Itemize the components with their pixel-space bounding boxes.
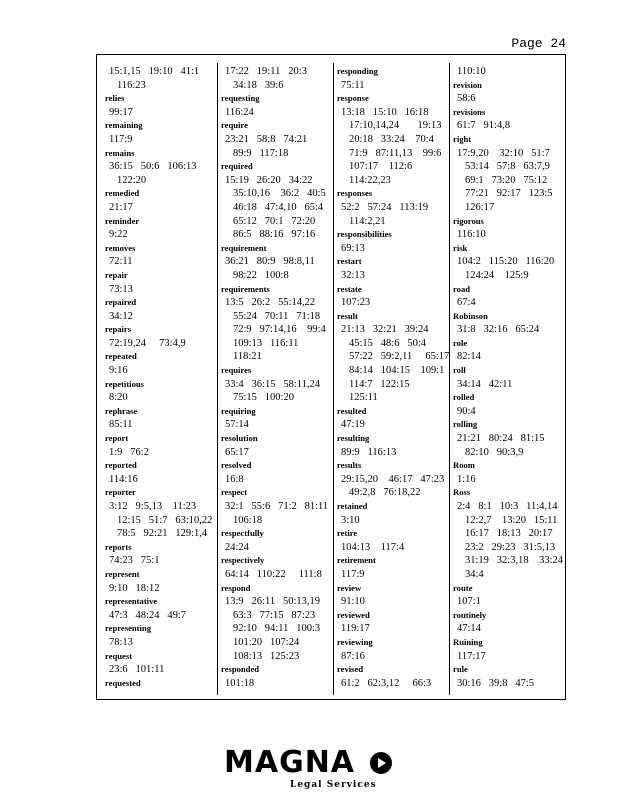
- page-line-reference: 15:1,15 19:10 41:1: [109, 66, 200, 77]
- index-headword: report: [105, 433, 129, 444]
- page-line-reference: 75:11: [341, 79, 365, 91]
- page-line-reference: 1:9 76:2: [109, 446, 149, 458]
- index-headword: reported: [105, 460, 137, 471]
- page-line-reference: 89:9 117:18: [233, 147, 289, 159]
- index-entry: [453, 310, 565, 337]
- page-line-reference: 75:15 100:20: [233, 392, 294, 404]
- page-line-reference: 2:4 8:1 10:3 11:4,14: [457, 501, 558, 512]
- index-entry: [221, 364, 333, 405]
- index-headword: resolved: [221, 460, 252, 471]
- page-line-reference: 85:11: [109, 419, 133, 431]
- page-line-reference: 3:12 9:5,13 11:23: [109, 501, 197, 512]
- page-line-reference: 92:10 94:11 100:3: [233, 623, 321, 635]
- page-line-reference: 122:20: [117, 174, 147, 186]
- page-line-reference: 74:23 75:1: [109, 555, 160, 567]
- index-entry: [337, 310, 449, 405]
- index-entry: [453, 582, 565, 609]
- page-line-reference: 82:10 90:3,9: [465, 446, 524, 458]
- page-line-reference: 20:18 33:24 70:4: [349, 133, 434, 145]
- page-line-reference: 101:20 107:24: [233, 636, 300, 648]
- index-headword: reviewing: [337, 636, 373, 647]
- index-headword: restart: [337, 256, 362, 267]
- page-line-reference: 114:7 122:15: [349, 378, 410, 390]
- page-line-reference: 17:22 19:11 20:3: [225, 66, 307, 77]
- index-headword: respectively: [221, 555, 265, 566]
- index-entry: [221, 283, 333, 365]
- index-headword: repair: [105, 269, 128, 280]
- index-entry: [105, 677, 217, 691]
- page-line-reference: 13:9 26:11 50:13,19: [225, 596, 320, 608]
- index-headword: retire: [337, 528, 358, 539]
- page-line-reference: 114:2,21: [349, 215, 386, 227]
- page-line-reference: 21:21 80:24 81:15: [457, 433, 545, 445]
- page-line-reference: 78:13: [109, 636, 133, 648]
- index-entry: [337, 582, 449, 609]
- index-entry: [105, 378, 217, 405]
- page-line-reference: 109:13 116:11: [233, 337, 299, 349]
- index-headword: rule: [453, 664, 468, 675]
- index-headword: routinely: [453, 609, 487, 620]
- page-line-reference: 78:5 92:21 129:1,4: [117, 528, 208, 540]
- index-headword: repeated: [105, 351, 137, 362]
- index-headword: reminder: [105, 215, 140, 226]
- index-entry: [221, 119, 333, 160]
- page-line-reference: 15:19 26:20 34:22: [225, 174, 313, 186]
- page-line-reference: 23:6 101:11: [109, 664, 165, 676]
- index-entry: [337, 228, 449, 255]
- page-line-reference: 117:17: [457, 650, 486, 662]
- page-line-reference: 17:9,20 32:10 51:7: [457, 147, 550, 159]
- page-line-reference: 71:9 87:11,13 99:6: [349, 147, 442, 159]
- page-line-reference: 72:11: [109, 256, 133, 268]
- page-line-reference: 31:19 32:3,18 33:24: [465, 555, 564, 567]
- page-line-reference: 118:21: [233, 351, 262, 363]
- index-entry: [105, 215, 217, 242]
- page-line-reference: 8:20: [109, 392, 128, 404]
- index-headword: resulting: [337, 433, 370, 444]
- index-entry: [453, 133, 565, 215]
- page-line-reference: 116:24: [225, 106, 254, 118]
- index-headword: roll: [453, 365, 466, 376]
- index-entry: [337, 432, 449, 459]
- page-line-reference: 119:17: [341, 623, 370, 635]
- index-entry: [105, 147, 217, 188]
- index-entry: [337, 405, 449, 432]
- page-line-reference: 125:11: [349, 392, 378, 404]
- index-entry: [453, 391, 565, 418]
- index-entry: [337, 554, 449, 581]
- index-entry: [453, 337, 565, 364]
- index-headword: representing: [105, 623, 151, 634]
- page-line-reference: 55:24 70:11 71:18: [233, 310, 321, 322]
- index-headword: resulted: [337, 405, 367, 416]
- page-line-reference: 77:21 92:17 123:5: [465, 188, 553, 200]
- page-line-reference: 69:13: [341, 242, 365, 254]
- page-line-reference: 65:17: [225, 446, 249, 458]
- index-entry: [105, 486, 217, 540]
- page-line-reference: 116:23: [117, 79, 146, 91]
- index-entry: [453, 418, 565, 459]
- index-headword: represent: [105, 568, 140, 579]
- page-line-reference: 72:19,24 73:4,9: [109, 337, 186, 349]
- index-headword: respectfully: [221, 528, 264, 539]
- index-headword: role: [453, 337, 468, 348]
- index-headword: route: [453, 582, 473, 593]
- page-line-reference: 101:18: [225, 677, 255, 689]
- index-headword: retirement: [337, 555, 376, 566]
- page-line-reference: 16:17 18:13 20:17: [465, 528, 553, 540]
- page-line-reference: 33:4 36:15 58:11,24: [225, 378, 320, 390]
- page-line-reference: 21:17: [109, 201, 133, 213]
- index-entry: [105, 650, 217, 677]
- page-line-reference: 29:15,20 46:17 47:23: [341, 473, 445, 485]
- page-line-reference: 46:18 47:4,10 65:4: [233, 201, 324, 213]
- page-line-reference: 104:2 115:20 116:20: [457, 256, 555, 268]
- index-entry: [105, 595, 217, 622]
- index-headword: Robinson: [453, 310, 488, 321]
- magna-logo: [224, 746, 396, 794]
- index-entry: [105, 92, 217, 119]
- page-line-reference: 30:16 39:8 47:5: [457, 677, 535, 689]
- index-entry: [221, 554, 333, 581]
- page-line-reference: 36:15 50:6 106:13: [109, 161, 197, 173]
- page-line-reference: 65:12 70:1 72:20: [233, 215, 316, 227]
- page-line-reference: 52:2 57:24 113:19: [341, 201, 429, 213]
- index-headword: right: [453, 133, 472, 144]
- page-line-reference: 9:22: [109, 229, 128, 241]
- page-line-reference: 124:24 125:9: [465, 269, 529, 281]
- index-headword: rigorous: [453, 215, 484, 226]
- index-headword: requested: [105, 677, 141, 688]
- page-line-reference: 107:1: [457, 596, 481, 608]
- page-line-reference: 35:10,16 36:2 40:5: [233, 188, 326, 200]
- column-divider: [449, 63, 450, 695]
- index-headword: reviewed: [337, 609, 370, 620]
- page-line-reference: 61:2 62:3,12 66:3: [341, 677, 432, 689]
- index-headword: responded: [221, 664, 260, 675]
- page-line-reference: 36:21 80:9 98:8,11: [225, 256, 315, 268]
- page-line-reference: 73:13: [109, 283, 133, 295]
- index-frame: [96, 54, 566, 700]
- index-entry: [337, 459, 449, 500]
- page-line-reference: 69:1 73:20 75:12: [465, 174, 548, 186]
- index-entry: [221, 663, 333, 690]
- page-line-reference: 13:5 26:2 55:14,22: [225, 297, 316, 309]
- page-line-reference: 117:9: [341, 568, 365, 580]
- page-line-reference: 108:13 125:23: [233, 650, 300, 662]
- index-entry: [221, 242, 333, 283]
- index-entry: [105, 323, 217, 350]
- index-entry: [105, 242, 217, 269]
- index-entry: [105, 65, 217, 92]
- index-headword: remedied: [105, 188, 140, 199]
- page-line-reference: 99:17: [109, 106, 133, 118]
- index-headword: responsibilities: [337, 229, 392, 240]
- index-entry: [105, 187, 217, 214]
- page-line-reference: 84:14 104:15 109:1: [349, 365, 445, 377]
- page-line-reference: 57:14: [225, 419, 249, 431]
- index-column-2: [221, 65, 333, 690]
- index-entry: [337, 527, 449, 554]
- index-entry: [337, 663, 449, 690]
- page-line-reference: 21:13 32:21 39:24: [341, 324, 429, 336]
- index-entry: [337, 92, 449, 187]
- page-line-reference: 126:17: [465, 201, 495, 213]
- page-line-reference: 23:2 29:23 31:5,13: [465, 541, 556, 553]
- index-entry: [105, 432, 217, 459]
- index-headword: risk: [453, 242, 468, 253]
- page-line-reference: 57:22 59:2,11 65:17: [349, 351, 450, 363]
- page-line-reference: 64:14 110:22 111:8: [225, 568, 322, 580]
- index-entry: [221, 432, 333, 459]
- index-entry: [337, 636, 449, 663]
- page-line-reference: 45:15 48:6 50:4: [349, 337, 427, 349]
- index-headword: road: [453, 283, 471, 294]
- index-headword: result: [337, 310, 358, 321]
- page-line-reference: 9:16: [109, 365, 128, 377]
- page-line-reference: 61:7 91:4,8: [457, 120, 511, 132]
- index-headword: requesting: [221, 93, 260, 104]
- arrow-icon: [370, 752, 392, 774]
- page-line-reference: 47:19: [341, 419, 365, 431]
- index-headword: review: [337, 582, 362, 593]
- index-headword: requirement: [221, 242, 267, 253]
- page-line-reference: 63:3 77:15 87:23: [233, 609, 316, 621]
- index-headword: revision: [453, 79, 482, 90]
- index-entry: [105, 541, 217, 568]
- page-line-reference: 32:1 55:6 71:2 81:11: [225, 501, 329, 512]
- index-entry: [105, 405, 217, 432]
- page-line-reference: 114:16: [109, 473, 138, 485]
- index-headword: requiring: [221, 405, 256, 416]
- index-headword: responding: [337, 66, 378, 76]
- index-headword: revised: [337, 664, 364, 675]
- page-line-reference: 87:16: [341, 650, 365, 662]
- page-line-reference: 58:6: [457, 93, 476, 105]
- page-line-reference: 82:14: [457, 351, 481, 363]
- index-headword: rephrase: [105, 405, 138, 416]
- page-line-reference: 117:9: [109, 133, 133, 145]
- page-line-reference: 110:10: [457, 66, 486, 77]
- index-entry: [105, 459, 217, 486]
- page-line-reference: 67:4: [457, 297, 476, 309]
- page-line-reference: 107:23: [341, 297, 371, 309]
- logo-wordmark: MAGNA: [224, 745, 356, 780]
- index-headword: requirements: [221, 283, 270, 294]
- page-line-reference: 116:10: [457, 229, 486, 241]
- page-line-reference: 16:8: [225, 473, 244, 485]
- page-line-reference: 17:10,14,24 19:13: [349, 120, 442, 132]
- page-line-reference: 47:3 48:24 49:7: [109, 609, 187, 621]
- page-line-reference: 32:13: [341, 269, 365, 281]
- index-headword: Room: [453, 460, 475, 471]
- page-line-reference: 98:22 100:8: [233, 269, 289, 281]
- index-headword: reporter: [105, 487, 136, 498]
- page-line-reference: 23:21 58:8 74:21: [225, 133, 308, 145]
- index-entry: [337, 65, 449, 92]
- logo-subtitle: Legal Services: [290, 780, 377, 790]
- index-entry: [337, 255, 449, 282]
- index-headword: results: [337, 460, 362, 471]
- index-headword: resolution: [221, 433, 258, 444]
- page-line-reference: 34:12: [109, 310, 133, 322]
- page-line-reference: 1:16: [457, 473, 476, 485]
- index-entry: [221, 459, 333, 486]
- page-line-reference: 13:18 15:10 16:18: [341, 106, 429, 118]
- page-line-reference: 47:14: [457, 623, 481, 635]
- page-line-reference: 34:4: [465, 568, 484, 580]
- index-entry: [453, 215, 565, 242]
- index-entry: [453, 242, 565, 283]
- page-line-reference: 114:22,23: [349, 174, 391, 186]
- index-entry: [337, 500, 449, 527]
- index-column-4: [453, 65, 565, 690]
- index-headword: respect: [221, 487, 248, 498]
- index-headword: revisions: [453, 106, 486, 117]
- index-headword: responses: [337, 188, 373, 199]
- index-entry: [337, 187, 449, 228]
- column-divider: [333, 63, 334, 695]
- index-headword: repetitious: [105, 378, 144, 389]
- page-line-reference: 34:14 42:11: [457, 378, 513, 390]
- index-entry: [453, 609, 565, 636]
- index-entry: [337, 283, 449, 310]
- index-column-3: [337, 65, 449, 690]
- page-number: Page 24: [511, 36, 566, 51]
- index-headword: Ross: [453, 487, 471, 498]
- page-line-reference: 89:9 116:13: [341, 446, 397, 458]
- index-entry: [221, 160, 333, 242]
- page-line-reference: 90:4: [457, 405, 476, 417]
- index-entry: [453, 65, 565, 79]
- page-line-reference: 3:10: [341, 514, 360, 526]
- index-entry: [105, 622, 217, 649]
- index-headword: reports: [105, 541, 132, 552]
- page-line-reference: 24:24: [225, 541, 249, 553]
- index-headword: retained: [337, 501, 368, 511]
- page-line-reference: 106:18: [233, 514, 263, 526]
- index-headword: respond: [221, 582, 251, 593]
- index-entry: [221, 486, 333, 527]
- index-headword: response: [337, 93, 369, 104]
- index-headword: restate: [337, 283, 362, 294]
- index-entry: [453, 486, 565, 581]
- index-headword: required: [221, 161, 253, 172]
- index-headword: rolling: [453, 419, 478, 430]
- index-entry: [221, 92, 333, 119]
- index-headword: remaining: [105, 120, 143, 131]
- index-entry: [453, 364, 565, 391]
- page-line-reference: 34:18 39:6: [233, 79, 284, 91]
- index-entry: [105, 119, 217, 146]
- page-line-reference: 12:15 51:7 63:10,22: [117, 514, 213, 526]
- page-line-reference: 12:2,7 13:20 15:11: [465, 514, 558, 526]
- index-entry: [453, 106, 565, 133]
- index-headword: request: [105, 650, 133, 661]
- index-headword: rolled: [453, 392, 475, 403]
- index-entry: [221, 65, 333, 92]
- page-line-reference: 9:10 18:12: [109, 582, 160, 594]
- page-line-reference: 86:5 88:16 97:16: [233, 229, 316, 241]
- index-headword: removes: [105, 242, 136, 253]
- index-entry: [453, 459, 565, 486]
- index-entry: [105, 296, 217, 323]
- index-headword: representative: [105, 596, 158, 607]
- index-entry: [105, 269, 217, 296]
- index-entry: [453, 636, 565, 663]
- index-headword: require: [221, 120, 248, 131]
- index-entry: [453, 663, 565, 690]
- index-headword: Ruining: [453, 636, 483, 647]
- page-line-reference: 104:13 117:4: [341, 541, 405, 553]
- page-line-reference: 53:14 57:8 63:7,9: [465, 161, 550, 173]
- index-headword: remains: [105, 147, 135, 158]
- page-line-reference: 72:9 97:14,16 99:4: [233, 324, 326, 336]
- index-column-1: [105, 65, 217, 690]
- index-entry: [221, 405, 333, 432]
- page-line-reference: 107:17 112:6: [349, 161, 413, 173]
- index-entry: [105, 350, 217, 377]
- page-line-reference: 31:8 32:16 65:24: [457, 324, 540, 336]
- index-headword: repaired: [105, 297, 137, 308]
- index-entry: [453, 79, 565, 106]
- index-headword: relies: [105, 93, 125, 104]
- index-headword: repairs: [105, 324, 132, 335]
- index-headword: requires: [221, 365, 252, 376]
- index-entry: [221, 582, 333, 664]
- index-entry: [337, 609, 449, 636]
- index-entry: [453, 283, 565, 310]
- page-line-reference: 49:2,8 76:18,22: [349, 487, 421, 499]
- column-divider: [217, 63, 218, 695]
- index-entry: [221, 527, 333, 554]
- page-line-reference: 91:10: [341, 596, 365, 608]
- index-entry: [105, 568, 217, 595]
